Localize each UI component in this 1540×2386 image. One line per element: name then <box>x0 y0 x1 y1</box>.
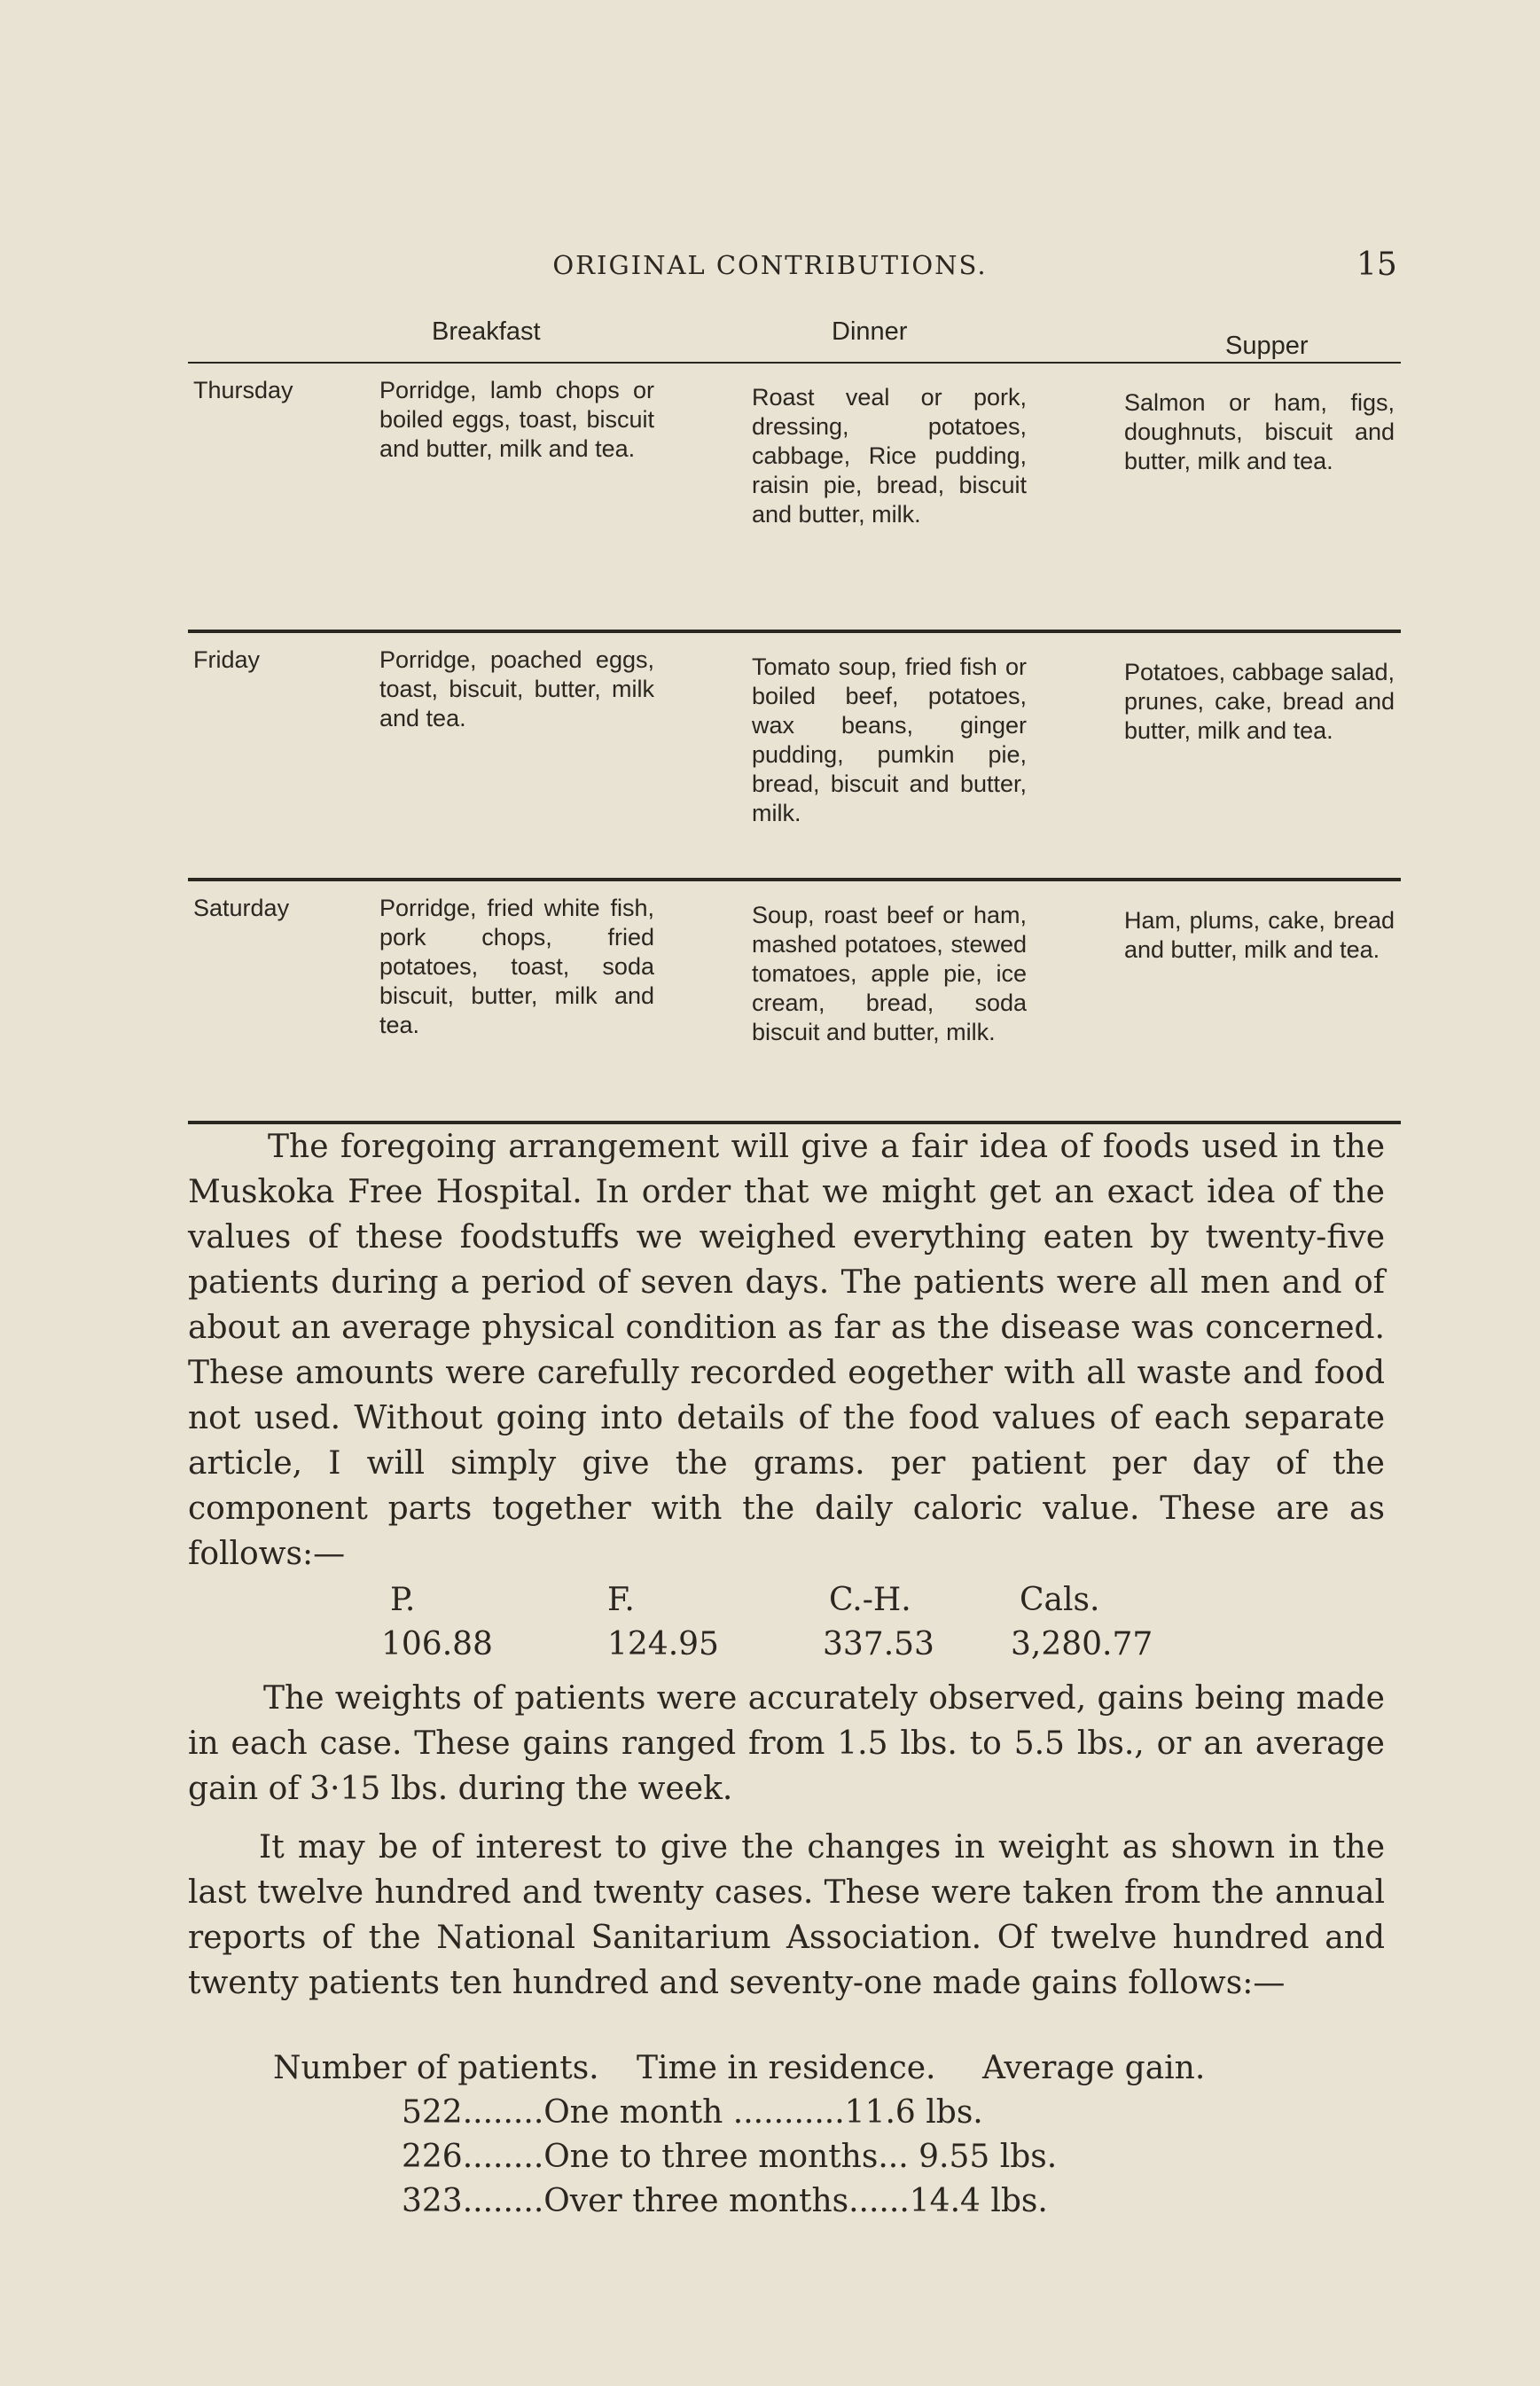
menu-header <box>188 312 1401 362</box>
column-header-supper: Supper <box>1225 332 1309 360</box>
running-head: ORIGINAL CONTRIBUTIONS. <box>552 250 988 280</box>
day-label: Saturday <box>193 895 290 921</box>
nutrient-value: 3,280.77 <box>1011 1626 1153 1662</box>
breakfast-cell: Porridge, fried white fish, pork chops, fried potatoes, toast, soda biscuit, butter, milk and tea. <box>379 895 654 1038</box>
supper-cell: Potatoes, cabbage salad, prunes, cake, bread and butter, milk and tea. <box>1124 659 1395 744</box>
column-header-breakfast: Breakfast <box>432 317 541 346</box>
nutrient-label: F. <box>607 1582 635 1618</box>
dinner-cell: Soup, roast beef or ham, mashed potatoes, stewed tomatoes, apple pie, ice cream, bread, soda biscuit and butter, milk. <box>752 902 1027 1045</box>
table-row: 226........One to three months... 9.55 lbs. <box>402 2139 1058 2175</box>
table-row: 522........One month ...........11.6 lbs. <box>402 2094 983 2131</box>
nutrient-value: 106.88 <box>381 1626 493 1662</box>
breakfast-cell: Porridge, lamb chops or boiled eggs, toast, biscuit and butter, milk and tea. <box>379 377 654 462</box>
dinner-cell: Tomato soup, fried fish or boiled beef, potatoes, wax beans, ginger pudding, pumkin pie, bread, biscuit and butter, milk. <box>752 653 1027 826</box>
supper-cell: Salmon or ham, figs, doughnuts, biscuit and butter, milk and tea. <box>1124 389 1395 474</box>
menu-table <box>188 312 1401 1124</box>
paragraph-food-values: The foregoing arrangement will give a fair idea of foods used in the Muskoka Free Hospital. In order that we might get an exact idea of the values of these foodstuffs we weighed everything eaten by twenty-five patients during a period of seven days. The patients were all men and of about an average physical condition as far as the disease was concerned. These amounts were carefully recorded eogether with all waste and food not used. Without going into details of the food values of each separate article, I will simply give the grams. per patient per day of the component parts together with the daily caloric value. These are as follows:— <box>188 1129 1385 1572</box>
nutrient-value: 124.95 <box>607 1626 719 1662</box>
table-row: 323........Over three months......14.4 lbs. <box>402 2183 1048 2219</box>
day-label: Thursday <box>193 377 293 403</box>
dinner-cell: Roast veal or pork, dressing, potatoes, cabbage, Rice pudding, raisin pie, bread, biscuit and butter, milk. <box>752 384 1027 528</box>
paragraph-annual-reports: It may be of interest to give the changes in weight as shown in the last twelve hundred and twenty cases. These were taken from the annual reports of the National Sanitarium Association. Of twelve hundred and twenty patients ten hundred and seventy-one made gains follows:— <box>188 1829 1385 2001</box>
supper-cell: Ham, plums, cake, bread and butter, milk and tea. <box>1124 907 1395 963</box>
column-header-dinner: Dinner <box>832 317 908 346</box>
nutrient-label: C.-H. <box>829 1582 911 1618</box>
paragraph-weight-gains: The weights of patients were accurately observed, gains being made in each case. These gains ranged from 1.5 lbs. to 5.5 lbs., or an average gain of 3·15 lbs. during the week. <box>188 1680 1385 1807</box>
nutrient-label: Cals. <box>1020 1582 1100 1618</box>
menu-row-thursday <box>188 364 1401 630</box>
menu-row-saturday <box>188 881 1401 1121</box>
nutrient-label: P. <box>390 1582 416 1618</box>
breakfast-cell: Porridge, poached eggs, toast, biscuit, butter, milk and tea. <box>379 646 654 731</box>
nutrient-value: 337.53 <box>823 1626 934 1662</box>
menu-row-friday <box>188 633 1401 878</box>
column-header-patients: Number of patients. <box>273 2050 599 2086</box>
column-header-time: Time in residence. <box>637 2050 936 2086</box>
day-label: Friday <box>193 646 261 673</box>
column-header-gain: Average gain. <box>982 2050 1206 2086</box>
page-number: 15 <box>1356 246 1397 283</box>
